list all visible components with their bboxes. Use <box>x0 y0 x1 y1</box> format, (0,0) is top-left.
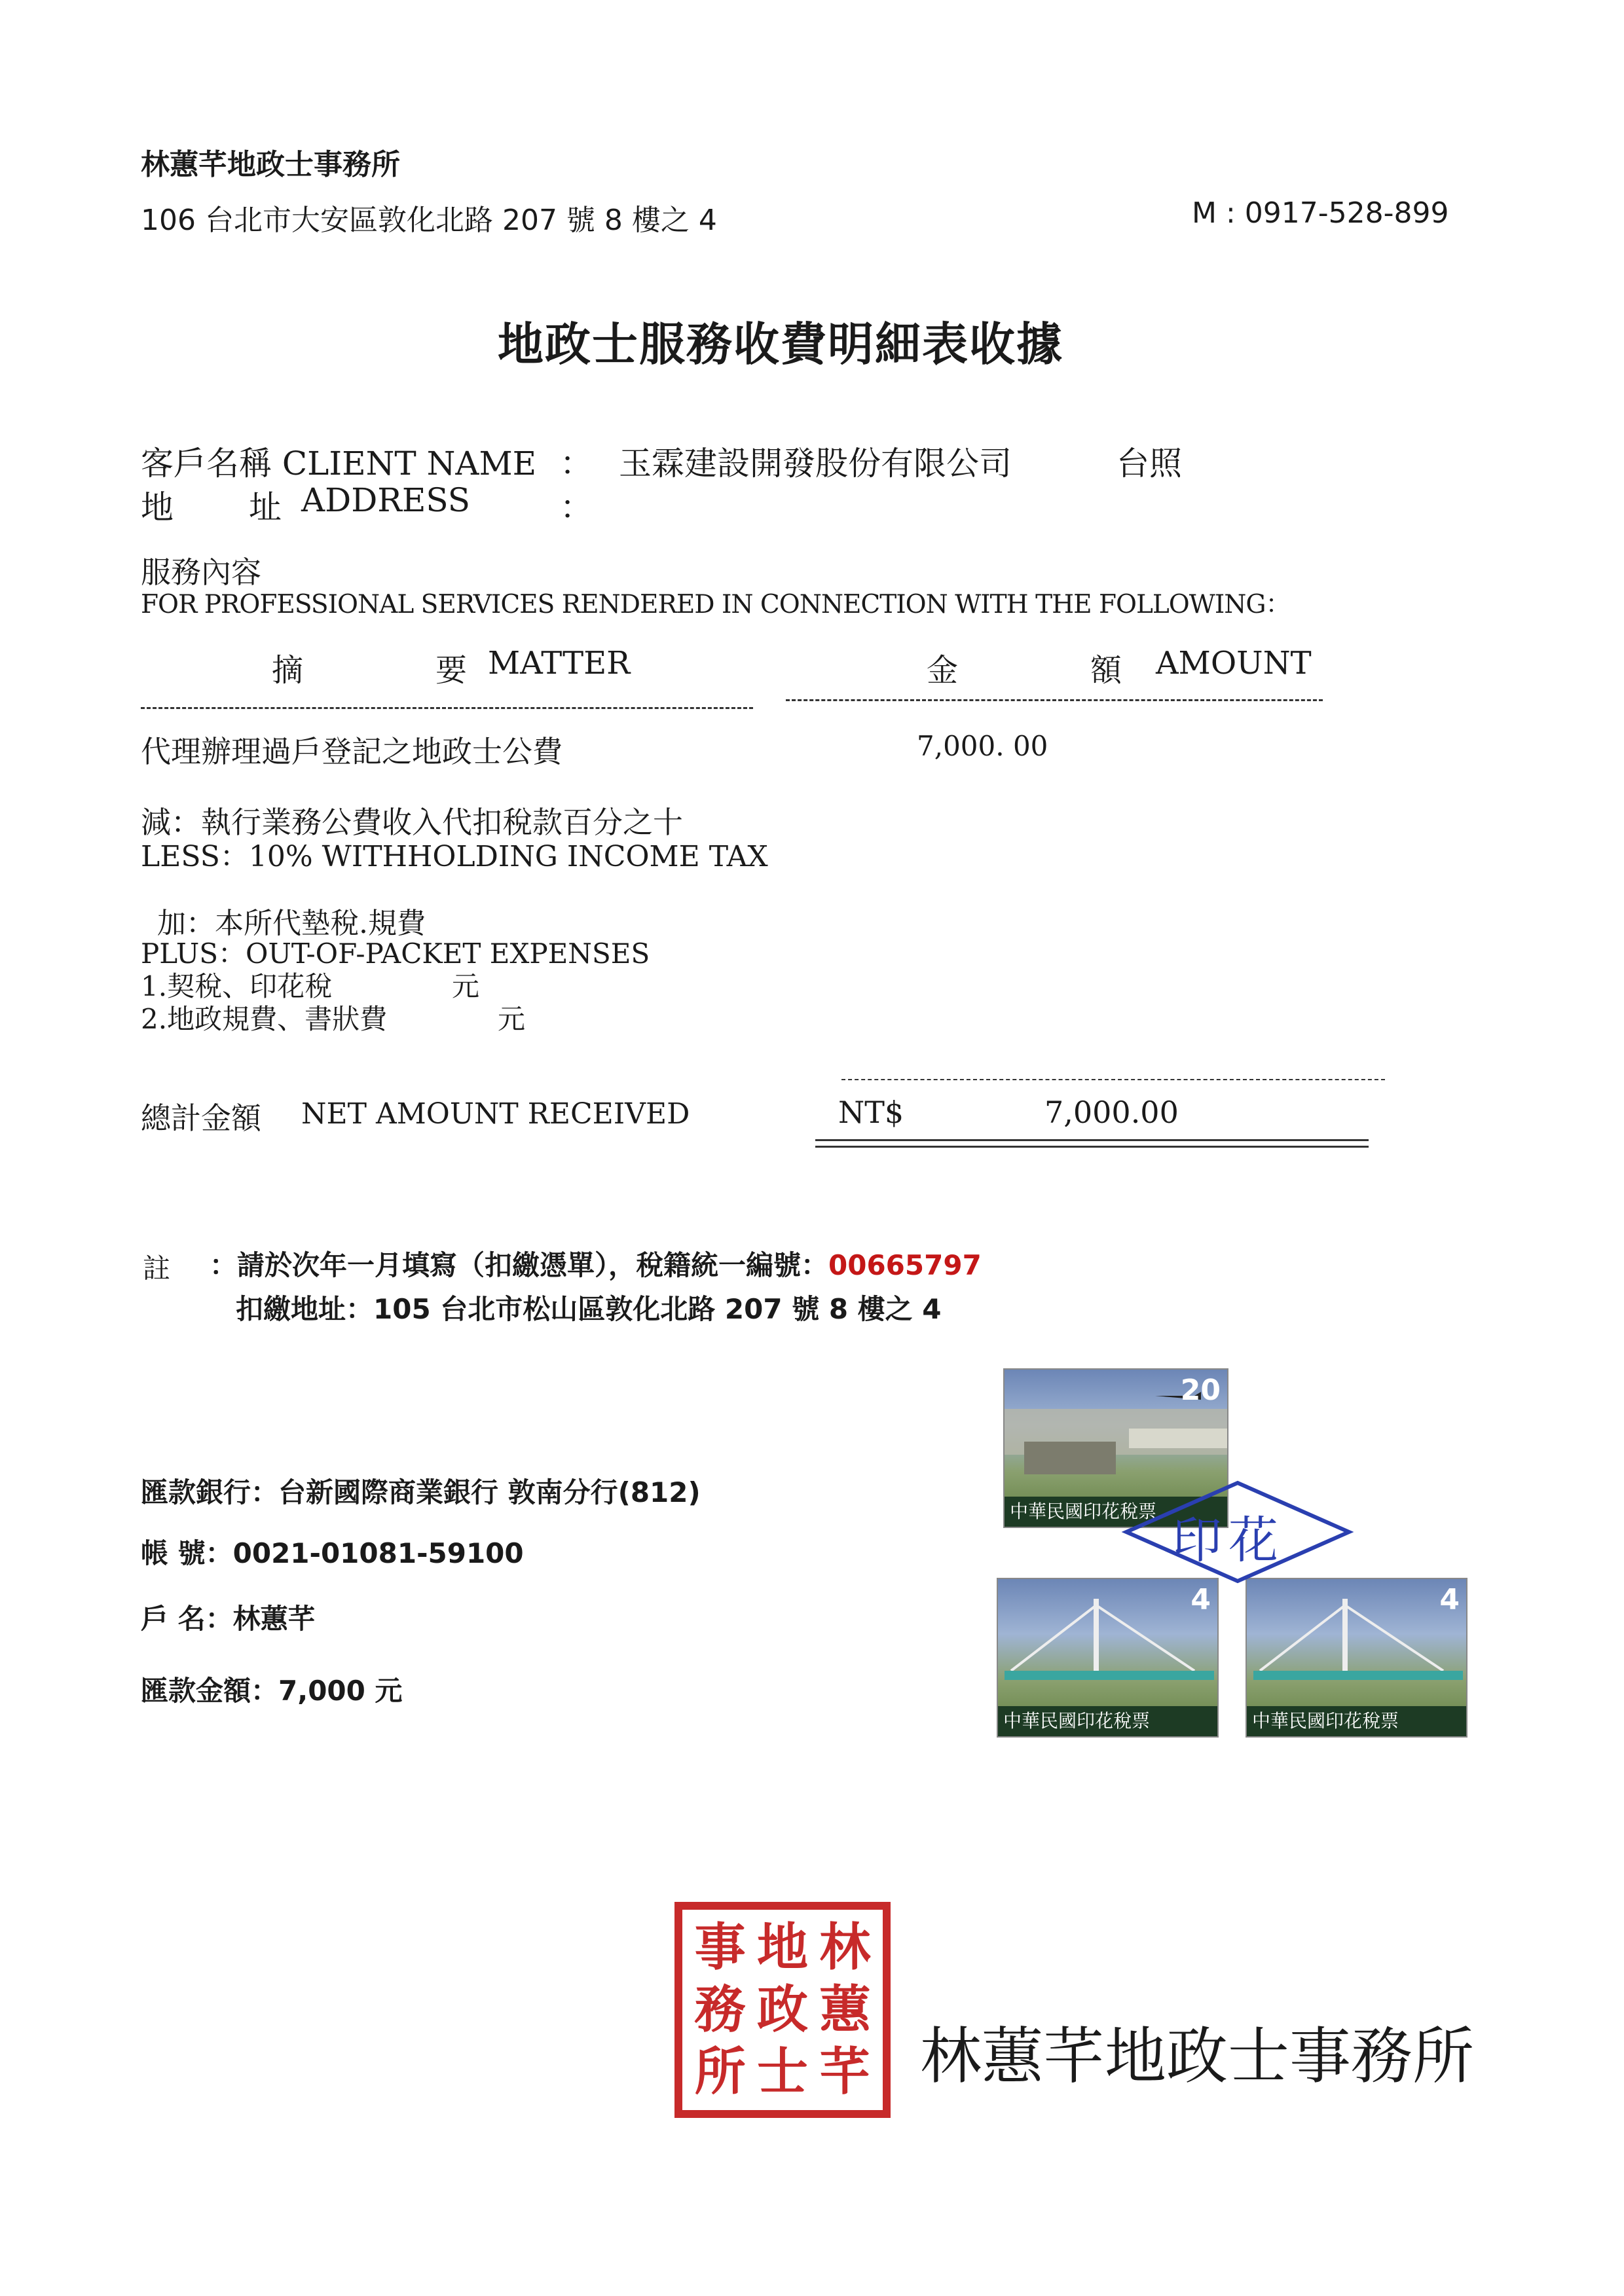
holder-label: 戶 名： <box>141 1603 233 1635</box>
less-label-cn: 減：執行業務公費收入代扣稅款百分之十 <box>141 805 683 840</box>
bank-label: 匯款銀行： <box>141 1476 279 1508</box>
signature-name: 林蕙芊地政士事務所 <box>920 2021 1475 2092</box>
client-name-suffix: 台照 <box>1116 445 1182 483</box>
amount-divider <box>786 699 1323 701</box>
amount-header-en: AMOUNT <box>1156 645 1312 682</box>
plus-item-1-unit: 元 <box>452 970 480 1002</box>
matter-header-en: MATTER <box>488 645 631 682</box>
revenue-stamp-4-b <box>1246 1578 1467 1738</box>
stamp-value: 20 <box>1180 1374 1221 1407</box>
seal-char: 蕙 <box>819 1979 871 2039</box>
services-label-en: FOR PROFESSIONAL SERVICES RENDERED IN CONNECTION WITH THE FOLLOWING： <box>141 590 1291 619</box>
seal-char: 務 <box>694 1979 746 2039</box>
bank-row <box>141 1471 701 1510</box>
page-title: 地政士服務收費明細表收據 <box>498 318 1063 371</box>
office-name: 林蕙芊地政士事務所 <box>141 148 400 181</box>
amount-header-cn2: 額 <box>1090 652 1122 689</box>
plus-label-cn: 加：本所代墊稅.規費 <box>157 907 426 940</box>
stamp-label: 中華民國印花稅票 <box>1247 1706 1466 1736</box>
less-label-en: LESS：10% WITHHOLDING INCOME TAX <box>141 840 768 873</box>
account-row <box>141 1532 524 1571</box>
matter-header-cn2: 要 <box>435 652 468 689</box>
plus-label-en: PLUS：OUT-OF-PACKET EXPENSES <box>141 938 650 970</box>
account-value: 0021-01081-59100 <box>232 1537 524 1569</box>
holder-value: 林蕙芊 <box>232 1603 316 1635</box>
office-seal <box>674 1902 891 2118</box>
client-name-colon: ： <box>560 445 593 483</box>
note-line-2: 扣繳地址：105 台北市松山區敦化北路 207 號 8 樓之 4 <box>236 1293 942 1325</box>
stamp-value: 4 <box>1190 1583 1211 1616</box>
address-label-cn2: 址 <box>249 488 282 526</box>
account-label: 帳 號： <box>141 1537 233 1569</box>
office-address: 106 台北市大安區敦化北路 207 號 8 樓之 4 <box>141 204 717 237</box>
stamp-cancel-text: 印花 <box>1172 1511 1285 1569</box>
seal-char: 事 <box>694 1917 746 1977</box>
total-label-en: NET AMOUNT RECEIVED <box>301 1097 690 1131</box>
total-double-underline <box>815 1139 1369 1148</box>
matter-divider <box>141 707 753 709</box>
total-amount: 7,000.00 <box>1044 1095 1179 1130</box>
note-line-1 <box>210 1244 982 1283</box>
seal-char: 地 <box>756 1917 808 1977</box>
seal-char: 林 <box>819 1917 871 1977</box>
total-label-cn: 總計金額 <box>141 1101 261 1136</box>
seal-char: 所 <box>694 2042 746 2102</box>
stamp-value: 4 <box>1439 1583 1460 1616</box>
revenue-stamp-4-a <box>997 1578 1219 1738</box>
client-name-label: 客戶名稱 CLIENT NAME <box>141 445 537 483</box>
seal-char: 政 <box>756 1979 808 2039</box>
amount-header-cn1: 金 <box>927 652 959 689</box>
plus-item-2: 2.地政規費、書狀費 <box>141 1003 388 1035</box>
plus-item-2-unit: 元 <box>498 1003 526 1035</box>
stamp-label: 中華民國印花稅票 <box>1005 1497 1227 1527</box>
tax-id: 00665797 <box>828 1249 982 1281</box>
matter-header-cn1: 摘 <box>272 652 304 689</box>
client-name-value: 玉霖建設開發股份有限公司 <box>619 445 1012 483</box>
transfer-amount-row <box>141 1669 403 1709</box>
address-colon: ： <box>560 488 593 526</box>
note-label: 註 <box>143 1252 171 1285</box>
fee-label: 代理辦理過戶登記之地政士公費 <box>141 734 563 769</box>
transfer-amount-label: 匯款金額： <box>141 1675 279 1707</box>
stamp-label: 中華民國印花稅票 <box>998 1706 1217 1736</box>
note-line-1-text: ：請於次年一月填寫（扣繳憑單），稅籍統一編號： <box>210 1249 829 1281</box>
office-mobile: M : 0917-528-899 <box>1192 196 1449 230</box>
seal-char: 芊 <box>819 2042 871 2102</box>
holder-row <box>141 1597 316 1637</box>
address-label-en: ADDRESS <box>301 481 471 519</box>
address-label-cn1: 地 <box>141 488 174 526</box>
services-label-cn: 服務內容 <box>141 555 261 590</box>
bank-value: 台新國際商業銀行 敦南分行(812) <box>278 1476 701 1508</box>
plus-item-1: 1.契稅、印花稅 <box>141 970 333 1002</box>
fee-amount: 7,000. 00 <box>917 730 1048 762</box>
seal-char: 士 <box>756 2042 808 2102</box>
transfer-amount-value: 7,000 元 <box>278 1675 403 1707</box>
total-top-divider <box>841 1079 1385 1080</box>
total-currency: NT$ <box>838 1095 904 1130</box>
